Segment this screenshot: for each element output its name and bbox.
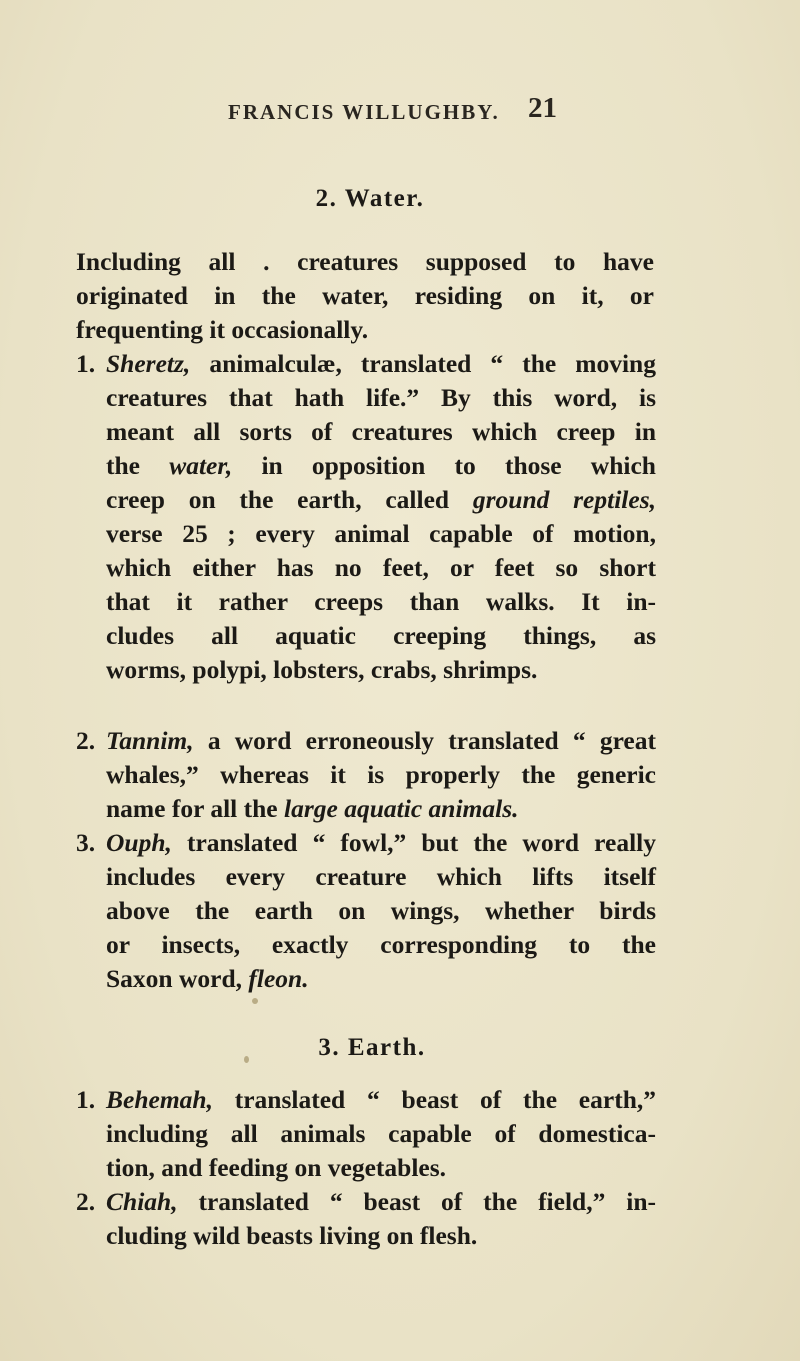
text-run: in opposition to those which	[232, 451, 656, 480]
text-run: the	[106, 451, 170, 480]
text-run: including all animals capable of domestica-	[106, 1119, 656, 1148]
text-run: above the earth on wings, whether birds	[106, 896, 656, 925]
text-line	[106, 483, 656, 517]
text-line	[106, 653, 656, 687]
item-text	[106, 826, 656, 996]
page-number: 21	[528, 92, 557, 124]
text-line	[106, 1083, 656, 1117]
text-run: whales,” whereas it is properly the generic	[106, 760, 656, 789]
text-line	[106, 1151, 656, 1185]
italic-term: Sheretz,	[106, 349, 191, 378]
text-line	[106, 449, 656, 483]
italic-term: fleon.	[248, 964, 309, 993]
text-run: name for all the	[106, 794, 285, 823]
text-run: Saxon word,	[106, 964, 249, 993]
item-number: 2.	[76, 726, 96, 755]
item-text	[106, 1083, 656, 1185]
text-line: Including all . creatures supposed to have	[76, 247, 654, 276]
list-item	[76, 347, 656, 687]
text-line	[106, 551, 656, 585]
text-line	[106, 517, 656, 551]
text-run: translated “ beast of the earth,”	[212, 1085, 656, 1114]
text-run: tion, and feeding on vegetables.	[106, 1153, 447, 1182]
italic-term: large aquatic animals.	[284, 794, 519, 823]
italic-term: Chiah,	[106, 1187, 178, 1216]
text-run: which either has no feet, or feet so short	[106, 553, 656, 582]
text-line	[106, 894, 656, 928]
paper-speck	[252, 998, 258, 1004]
text-line	[106, 415, 656, 449]
text-run: translated “ beast of the field,” in-	[177, 1187, 656, 1216]
section-heading-water: 2. Water.	[315, 185, 425, 212]
text-line	[106, 724, 656, 758]
text-line	[106, 619, 656, 653]
paper-speck	[244, 1056, 249, 1063]
text-line	[106, 792, 656, 826]
text-run: that it rather creeps than walks. It in-	[106, 587, 656, 616]
text-line	[106, 962, 656, 996]
text-line	[106, 928, 656, 962]
text-run: includes every creature which lifts itself	[106, 862, 656, 891]
text-line	[106, 1117, 656, 1151]
text-run: translated “ fowl,” but the word really	[171, 828, 656, 857]
text-line	[106, 381, 656, 415]
text-run: verse 25 ; every animal capable of motion,	[106, 519, 656, 548]
text-run: cludes all aquatic creeping things, as	[106, 621, 656, 650]
text-run: meant all sorts of creatures which creep in	[106, 417, 656, 446]
text-line	[106, 1185, 656, 1219]
text-run: creep on the earth, called	[106, 485, 473, 514]
text-line	[106, 1219, 656, 1253]
text-run: or insects, exactly corresponding to the	[106, 930, 656, 959]
item-number: 3.	[76, 828, 96, 857]
italic-term: Behemah,	[106, 1085, 213, 1114]
text-run: creatures that hath life.” By this word, is	[106, 383, 656, 412]
item-text	[106, 347, 656, 687]
italic-term: Ouph,	[106, 828, 172, 857]
list-item	[76, 724, 656, 826]
item-number: 2.	[76, 1187, 96, 1216]
text-run: worms, polypi, lobsters, crabs, shrimps.	[106, 655, 538, 684]
intro-paragraph	[76, 245, 654, 347]
item-number: 1.	[76, 1085, 96, 1114]
item-text	[106, 724, 656, 826]
text-run: a word erroneously translated “ great	[193, 726, 656, 755]
list-item	[76, 1083, 656, 1185]
list-item	[76, 1185, 656, 1253]
running-head	[0, 92, 800, 132]
list-item	[76, 826, 656, 996]
running-head-title: FRANCIS WILLUGHBY.	[228, 100, 500, 124]
text-line	[106, 826, 656, 860]
text-line: originated in the water, residing on it, or	[76, 281, 654, 310]
italic-term: ground reptiles,	[472, 485, 656, 514]
text-line	[106, 860, 656, 894]
section-heading-earth: 3. Earth.	[318, 1034, 426, 1061]
italic-term: Tannim,	[106, 726, 194, 755]
text-line	[106, 758, 656, 792]
item-text	[106, 1185, 656, 1253]
text-run: animalculæ, translated “ the moving	[190, 349, 656, 378]
item-number: 1.	[76, 349, 96, 378]
text-run: cluding wild beasts living on flesh.	[106, 1221, 478, 1250]
italic-term: water,	[169, 451, 233, 480]
text-line: frequenting it occasionally.	[76, 315, 369, 344]
text-line	[106, 585, 656, 619]
text-line	[106, 347, 656, 381]
